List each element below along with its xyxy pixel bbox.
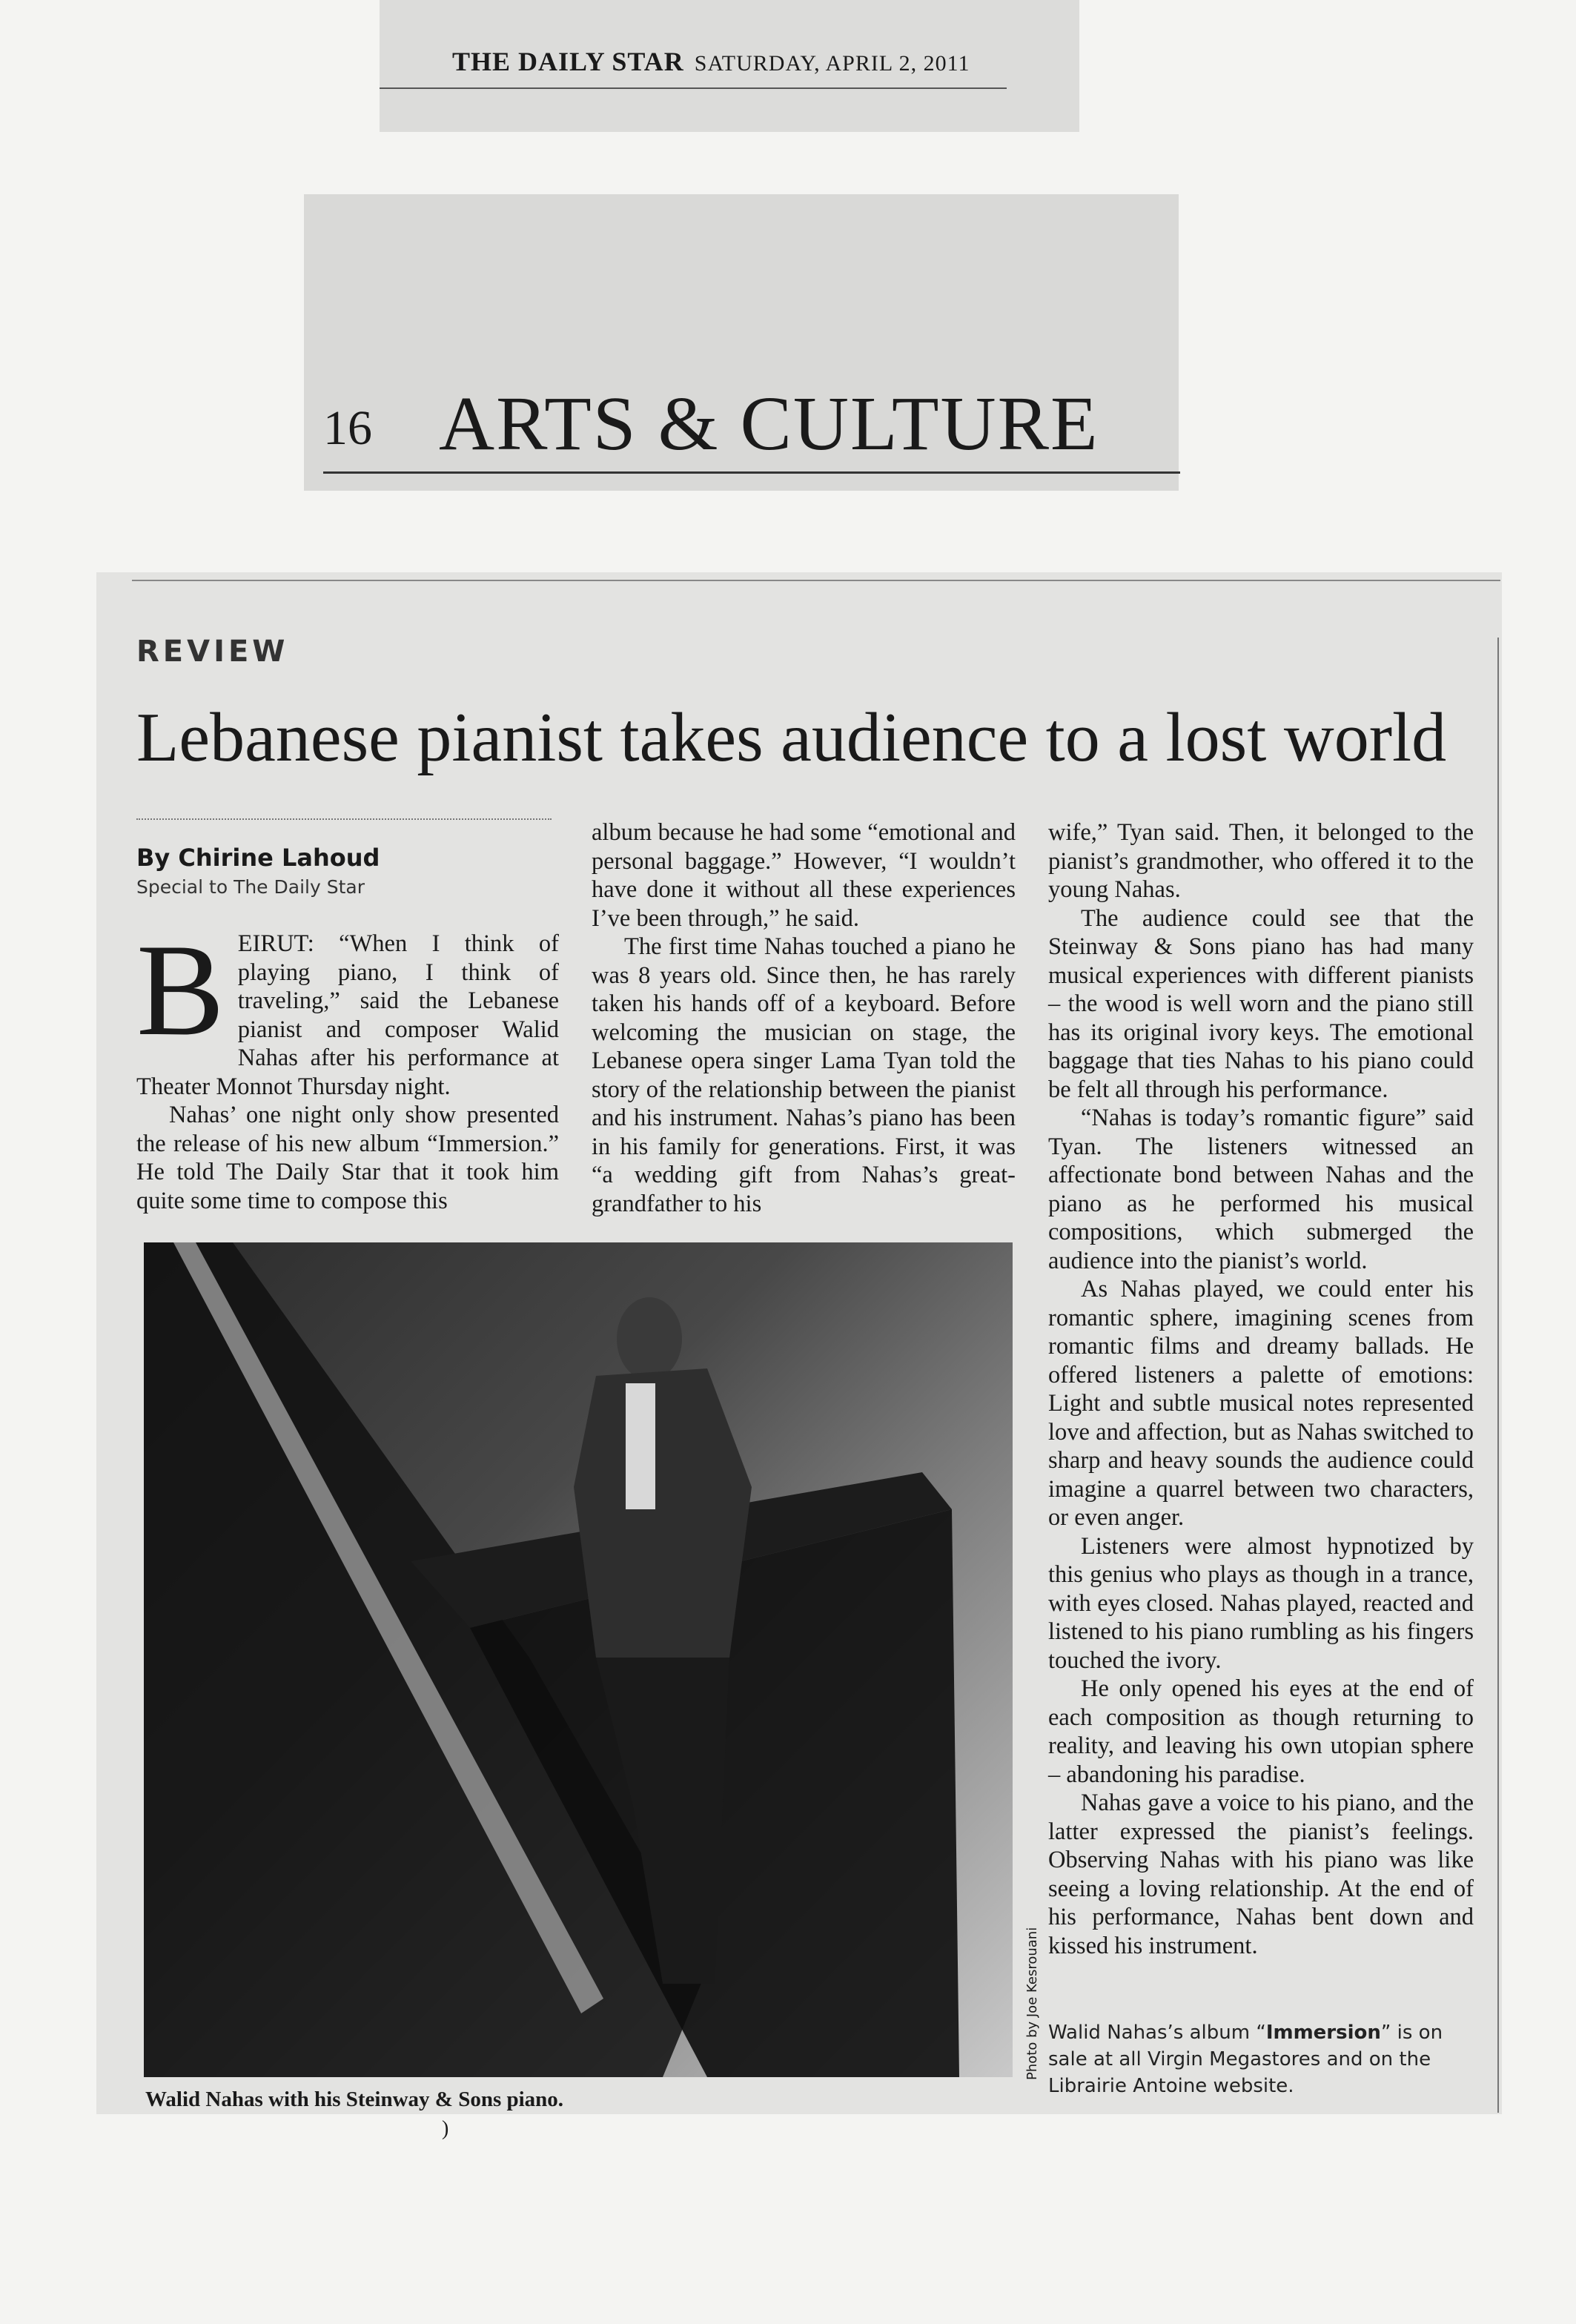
album-title: Immersion: [1265, 2022, 1381, 2044]
article-paragraph: wife,” Tyan said. Then, it belonged to the pianist’s grandmother, who offered it to the young Nahas.: [1048, 819, 1474, 903]
article-paragraph: “Nahas is today’s romantic figure” said Tyan. The listeners witnessed an affectionate bond between Nahas and the piano as he performed his musical compositions, which submerged the audience into the pianist’s world.: [1048, 1105, 1474, 1274]
masthead: [452, 46, 970, 77]
photo-caption: Walid Nahas with his Steinway & Sons piano.: [145, 2088, 564, 2111]
article-column-2: [592, 818, 1016, 1218]
issue-date: SATURDAY, APRIL 2, 2011: [694, 51, 970, 76]
byline-role: Special to The Daily Star: [136, 876, 365, 898]
article-paragraph: Listeners were almost hypnotized by this genius who plays as though in a trance, with eyes closed. Nahas played, reacted and listened to his piano rumbling as his fingers touched the ivory.: [1048, 1532, 1474, 1674]
caption-mark: ): [442, 2117, 449, 2140]
drop-cap: B: [136, 916, 225, 1063]
article-right-rule: [1497, 638, 1499, 2113]
album-promo: [1048, 2019, 1463, 2099]
article-kicker: REVIEW: [136, 635, 289, 669]
paragraph-text: EIRUT: “When I think of playing piano, I think of traveling,” said the Lebanese pianist and composer Walid Nahas after his performance at Theater Monnot Thursday night.: [136, 930, 559, 1100]
article-paragraph: Nahas gave a voice to his piano, and the latter expressed the pianist’s feelings. Observing Nahas with his piano was like seeing a loving relationship. At the end of his performance, Nahas bent down and kissed his instrument.: [1048, 1790, 1474, 1959]
section-title: ARTS & CULTURE: [439, 381, 1099, 466]
photo-illustration: [144, 1242, 1013, 2077]
article-top-rule: [132, 580, 1500, 581]
article-paragraph: He only opened his eyes at the end of each composition as though returning to reality, and leaving his own utopian sphere – abandoning his paradise.: [1048, 1675, 1474, 1788]
article-paragraph: Nahas’ one night only show presented the release of his new album “Immersion.” He told The Daily Star that it took him quite some time to compose this: [136, 1102, 559, 1214]
promo-text: Walid Nahas’s album “: [1048, 2022, 1266, 2044]
article-paragraph: [136, 916, 559, 1101]
byline: By Chirine Lahoud: [136, 844, 380, 872]
article-headline: Lebanese pianist takes audience to a lost world: [136, 699, 1447, 776]
article-paragraph: The first time Nahas touched a piano he was 8 years old. Since then, he has rarely taken his hands off of a keyboard. Before welcoming the musician on stage, the Lebanese opera singer Lama Tyan told the story of the relationship between the pianist and his instrument. Nahas’s piano has been in his family for generations. First, it was “a wedding gift from Nahas’s great-grandfather to his: [592, 933, 1016, 1217]
pianist-photo: [144, 1242, 1013, 2077]
newspaper-name: THE DAILY STAR: [452, 47, 684, 76]
article-paragraph: album because he had some “emotional and personal baggage.” However, “I wouldn’t have done it without all these experiences I’ve been through,” he said.: [592, 819, 1016, 932]
page-number: 16: [323, 401, 372, 455]
section-rule: [323, 471, 1180, 474]
photo-credit: Photo by Joe Kesrouani: [1024, 1927, 1040, 2080]
article-paragraph: The audience could see that the Steinway & Sons piano has had many musical experiences with different pianists – the wood is well worn and the piano still has its original ivory keys. The emotional baggage that ties Nahas to his piano could be felt all through his performance.: [1048, 904, 1474, 1103]
article-column-1: [136, 916, 559, 1215]
byline-divider: [136, 818, 552, 820]
article-column-3: [1048, 818, 1474, 1960]
masthead-rule: [380, 87, 1007, 89]
article-paragraph: As Nahas played, we could enter his romantic sphere, imagining scenes from romantic films and dreamy ballads. He offered listeners a palette of emotions: Light and subtle musical notes represented love and affection, but as Nahas switched to sharp and heavy sounds the audience could imagine a quarrel between two characters, or even anger.: [1048, 1276, 1474, 1531]
promo-text-end: ” is on sale at all Virgin Megastores and on the Librairie Antoine website.: [1048, 2022, 1443, 2097]
